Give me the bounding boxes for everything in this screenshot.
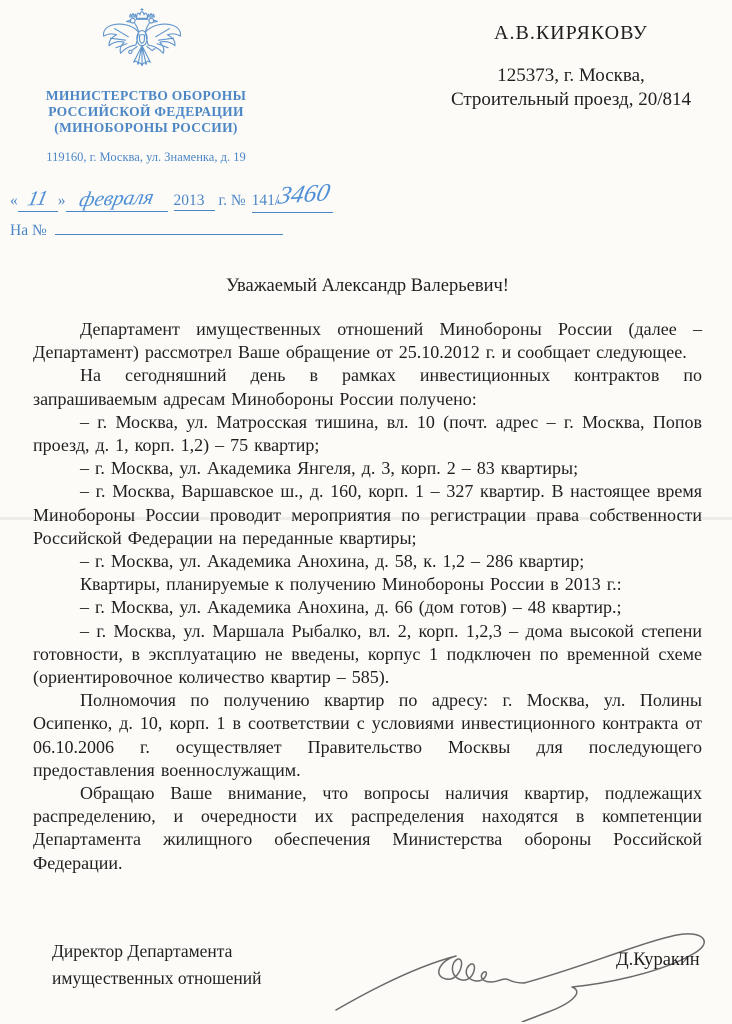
recipient-block xyxy=(420,22,722,112)
body-paragraph: Обращаю Ваше внимание, что вопросы наличия квартир, подлежащих распределению, и очередности их распределения находятся в компетенции Департамента жилищного обеспечения Министерства обороны Российской Федерации. xyxy=(33,783,702,873)
handwritten-day: 11 xyxy=(18,186,58,212)
ministry-name-block xyxy=(0,88,292,136)
body-paragraph: – г. Москва, ул. Матросская тишина, вл. 10 (почт. адрес – г. Москва, Попов проезд, д. 1, корп. 1,2) – 75 квартир; xyxy=(33,411,702,456)
body-paragraph: – г. Москва, Варшавское ш., д. 160, корп. 1 – 327 квартир. В настоящее время Минобороны России проводит мероприятия по регистрации права собственности Российской Федерации на переданные квартиры; xyxy=(33,481,702,548)
reference-label: На № xyxy=(10,222,47,239)
date-year-label: г. № xyxy=(218,192,246,209)
body-paragraph: – г. Москва, ул. Академика Анохина, д. 58, к. 1,2 – 286 квартир; xyxy=(80,551,585,572)
reference-line xyxy=(10,218,283,240)
double-headed-eagle-icon xyxy=(92,8,192,80)
date-open-quote: « xyxy=(10,192,18,209)
body-paragraph: – г. Москва, ул. Маршала Рыбалко, вл. 2, корп. 1,2,3 – дома высокой степени готовности, в эксплуатацию не введены, корпус 1 подключен по временной схеме (ориентировочное количество квартир – 585). xyxy=(33,620,702,688)
ministry-name-line: (МИНОБОРОНЫ РОССИИ) xyxy=(54,120,238,135)
letter-number-printed: 141/ xyxy=(251,192,280,209)
date-close-quote: » xyxy=(57,192,66,209)
handwritten-signature-icon xyxy=(330,922,720,1022)
reference-blank-line xyxy=(55,218,283,235)
body-paragraph: – г. Москва, ул. Академика Янгеля, д. 3, корп. 2 – 83 квартиры; xyxy=(80,458,579,479)
ministry-address: 119160, г. Москва, ул. Знаменка, д. 19 xyxy=(46,150,246,164)
ministry-name-line: РОССИЙСКОЙ ФЕДЕРАЦИИ xyxy=(48,104,244,119)
handwritten-letter-number: 3460 xyxy=(275,179,333,210)
recipient-name: А.В.КИРЯКОВУ xyxy=(494,22,648,44)
body-paragraph: Департамент имущественных отношений Минобороны России (далее – Департамент) рассмотрел Ваше обращение от 25.10.2012 г. и сообщает следующее. xyxy=(33,319,702,363)
letter-body xyxy=(33,318,702,875)
recipient-address xyxy=(420,64,722,112)
date-line xyxy=(10,179,333,213)
date-year: 2013 xyxy=(174,192,215,211)
signer-title xyxy=(52,938,261,992)
recipient-address-line: 125373, г. Москва, xyxy=(497,65,645,86)
body-paragraph: На сегодняшний день в рамках инвестиционных контрактов по запрашиваемым адресам Минобороны России получено: xyxy=(33,365,702,409)
letter-number xyxy=(251,179,334,213)
handwritten-month: февраля xyxy=(66,186,168,212)
recipient-address-line: Строительный проезд, 20/814 xyxy=(450,89,692,110)
body-paragraph: – г. Москва, ул. Академика Анохина, д. 66 (дом готов) – 48 квартир.; xyxy=(80,597,622,618)
body-paragraph: Квартиры, планируемые к получению Минобороны России в 2013 г.: xyxy=(80,574,622,595)
body-paragraph: Полномочия по получению квартир по адресу: г. Москва, ул. Полины Осипенко, д. 10, корп. 1 в соответствии с условиями инвестиционного контракта от 06.10.2006 г. осуществляет Правительство Москвы для последующего предоставления военнослужащим. xyxy=(33,690,702,780)
salutation: Уважаемый Александр Валерьевич! xyxy=(226,276,509,296)
ministry-name-line: МИНИСТЕРСТВО ОБОРОНЫ xyxy=(45,88,247,103)
signer-name: Д.Куракин xyxy=(616,950,700,970)
signer-title-line: имущественных отношений xyxy=(52,968,262,988)
signer-title-line: Директор Департамента xyxy=(52,941,233,961)
